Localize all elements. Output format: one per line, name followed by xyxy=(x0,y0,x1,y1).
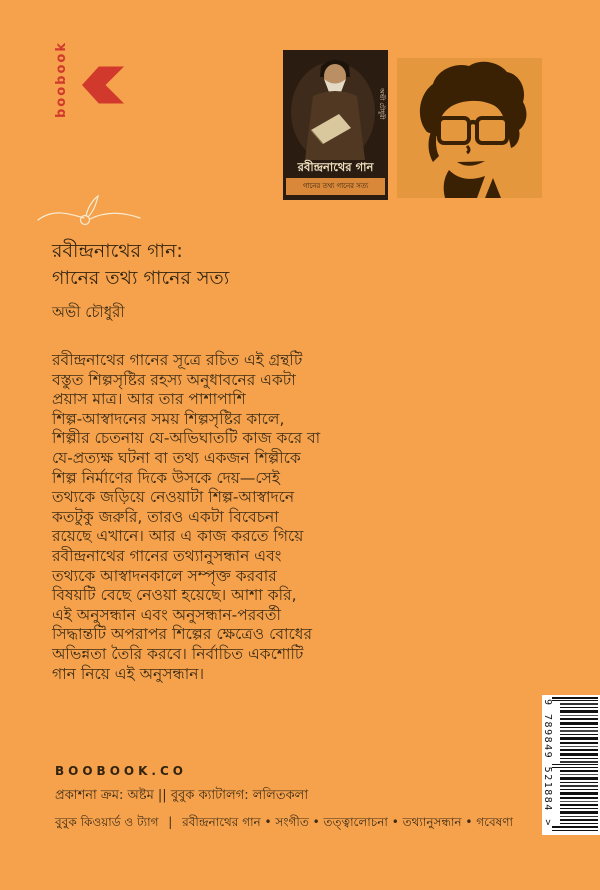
publisher-logo-text: boobook xyxy=(54,41,69,118)
barcode-bars xyxy=(552,697,598,833)
bird-illustration-icon xyxy=(36,194,142,232)
cover-title: রবীন্দ্রনাথের গান xyxy=(297,160,374,174)
blurb-line: অভিন্নতা তৈরি করবে। নির্বাচিত একশোটি xyxy=(52,644,304,663)
tagore-photo xyxy=(283,50,388,160)
author-name: অভী চৌধুরী xyxy=(52,303,125,321)
author-portrait-stencil xyxy=(397,58,542,198)
keyword-line xyxy=(55,814,513,834)
blurb-line: বস্তুত শিল্পসৃষ্টির রহস্য অনুধাবনের একটা xyxy=(52,370,296,389)
cover-subtitle: গানের তথ্য গানের সত্য xyxy=(286,178,385,195)
author-portrait-panel xyxy=(397,58,542,198)
blurb-line: এই অনুসন্ধান এবং অনুসন্ধান-পরবর্তী xyxy=(52,605,281,624)
blurb-line: শিল্প নির্মাণের দিকে উসকে দেয়—সেই xyxy=(52,468,280,487)
cover-side-author: অভী চৌধুরী xyxy=(378,88,386,120)
blurb-line: গান নিয়ে এই অনুসন্ধান। xyxy=(52,664,205,683)
publication-line: প্রকাশনা ক্রম: অষ্টম || বুবুক ক্যাটালগ: ললিতকলা xyxy=(55,788,309,803)
blurb-line: যে-প্রত্যক্ষ ঘটনা বা তথ্য একজন শিল্পীকে xyxy=(52,448,301,467)
isbn-barcode xyxy=(542,695,600,835)
isbn-number: 9 789849 521884 > xyxy=(542,699,553,827)
keyword-divider: | xyxy=(168,815,173,829)
blurb-line: সিদ্ধান্তটি অপরাপর শিল্পের ক্ষেত্রেও বোধের xyxy=(52,625,312,644)
page-title xyxy=(52,238,229,292)
title-line-1: রবীন্দ্রনাথের গান: xyxy=(52,240,183,262)
blurb-line: শিল্প-আস্বাদনের সময় শিল্পসৃষ্টির কালে, xyxy=(52,409,285,428)
blurb-line: শিল্পীর চেতনায় যে-অভিঘাতটি কাজ করে বা xyxy=(52,429,321,448)
blurb-line: তথ্যকে আস্বাদনকালে সম্পৃক্ত করবার xyxy=(52,566,277,585)
blurb-line: বিষয়টি বেছে নেওয়া হয়েছে। আশা করি, xyxy=(52,586,297,605)
publisher-logo-chevron-icon xyxy=(82,50,124,120)
barcode-rotated xyxy=(542,695,600,835)
blurb-line: রবীন্দ্রনাথের গানের সূত্রে রচিত এই গ্রন্থটি xyxy=(52,351,303,369)
blurb-line: কতটুকু জরুরি, তারও একটা বিবেচনা xyxy=(52,507,279,526)
chevron-left-icon xyxy=(82,50,124,120)
blurb-line: রবীন্দ্রনাথের গানের তথ্যানুসন্ধান এবং xyxy=(52,546,282,565)
keyword-label: বুবুক কিওয়ার্ড ও ট্যাগ xyxy=(55,815,159,829)
blurb-line: তথ্যকে জড়িয়ে নেওয়াটা শিল্প-আস্বাদনে xyxy=(52,488,295,507)
blurb xyxy=(52,351,320,684)
keyword-tags: রবীন্দ্রনাথের গান • সংগীত • তত্ত্বালোচনা • তথ্যানুসন্ধান • গবেষণা xyxy=(182,815,514,829)
title-line-2: গানের তথ্য গানের সত্য xyxy=(52,267,230,289)
publisher-website: BOOBOOK.CO xyxy=(55,764,187,778)
book-cover-thumbnail xyxy=(283,50,388,200)
blurb-line: প্রয়াস মাত্র। আর তার পাশাপাশি xyxy=(52,390,246,409)
blurb-line: রয়েছে এখানে। আর এ কাজ করতে গিয়ে xyxy=(52,527,304,546)
